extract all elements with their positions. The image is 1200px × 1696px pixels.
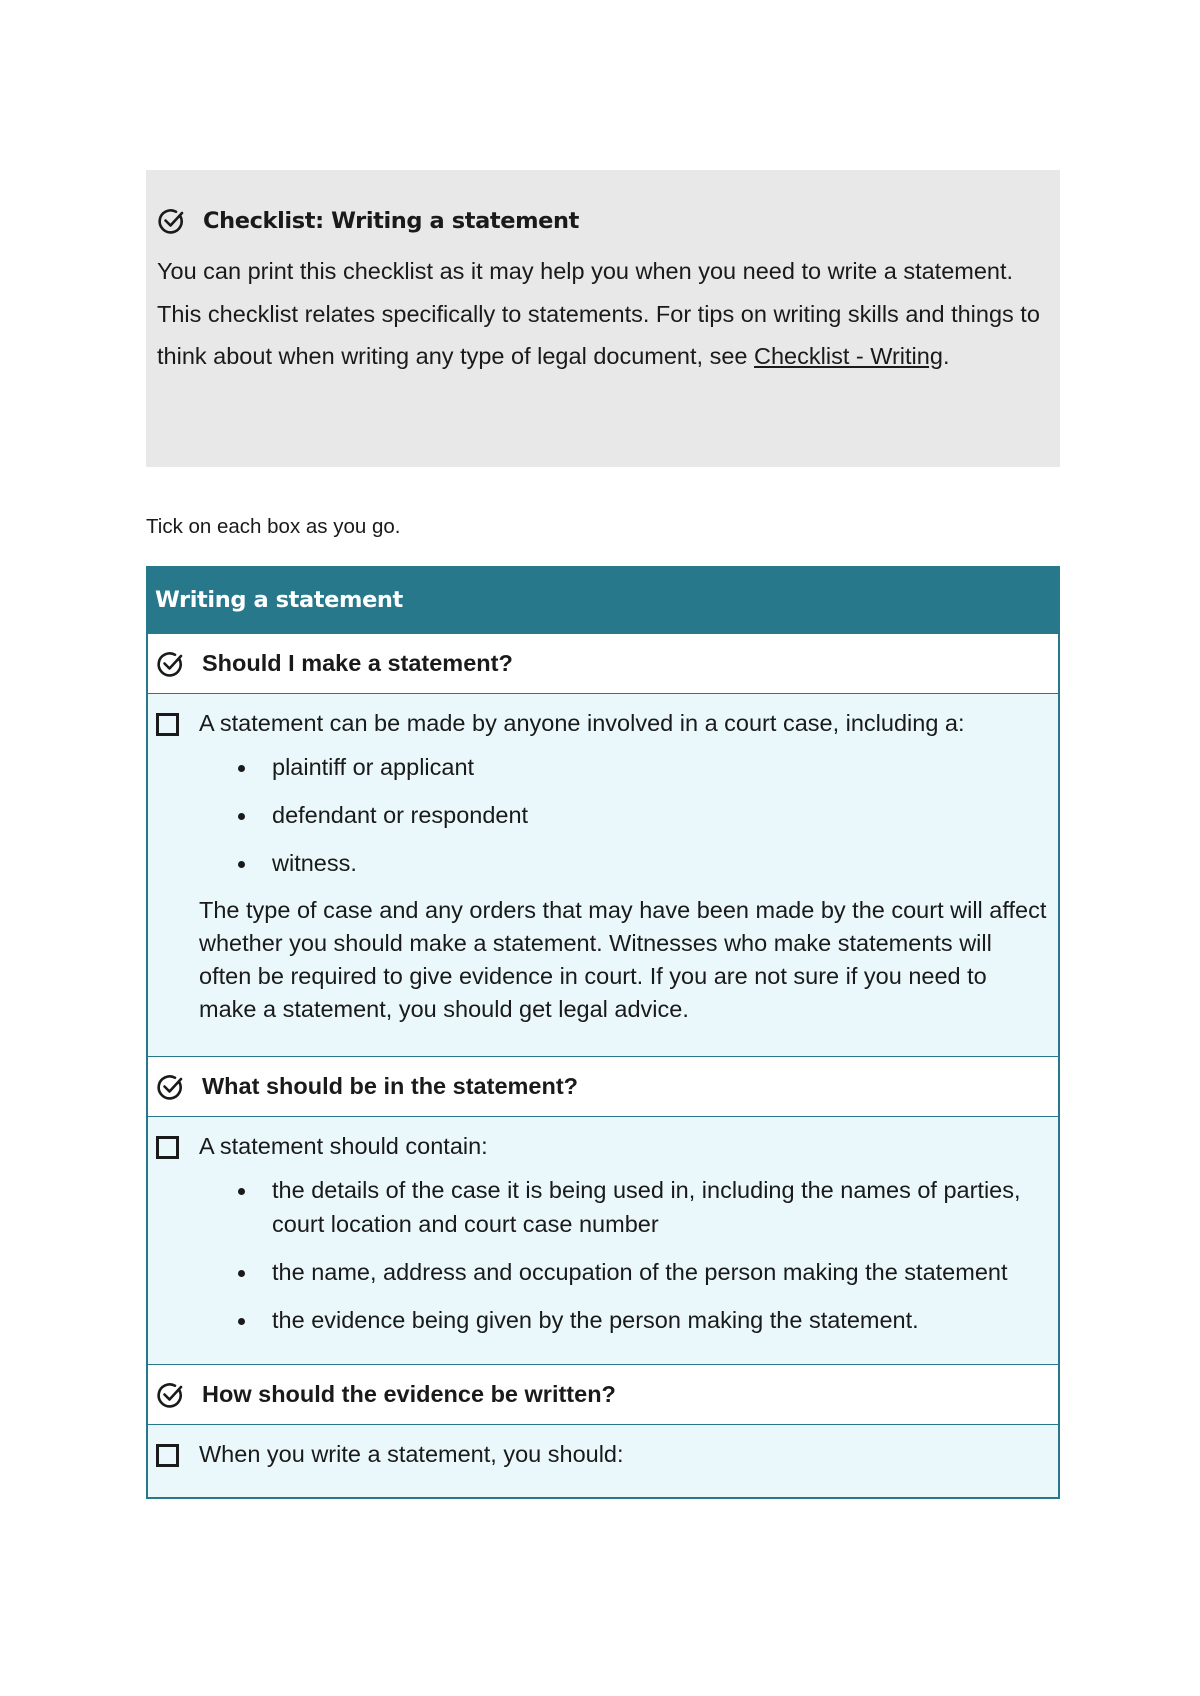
intro-title: Checklist: Writing a statement [203,208,579,234]
answer-content [199,708,1050,1036]
question-text: Should I make a statement? [202,650,513,676]
intro-text [157,250,1049,378]
list-item: the evidence being given by the person making the statement. [272,1303,1050,1337]
answer-row [148,1425,1058,1497]
list-item: the details of the case it is being used in, including the names of parties, court location and court case number [272,1173,1050,1241]
check-circle-icon [156,650,184,678]
checklist-table [146,566,1060,1499]
tick-checkbox[interactable] [156,713,179,736]
question-row [148,1365,1058,1425]
check-circle-icon [156,1381,184,1409]
list-item: the name, address and occupation of the person making the statement [272,1255,1050,1289]
intro-heading [157,206,1049,236]
answer-lead: A statement can be made by anyone involved in a court case, including a: [199,710,965,736]
answer-row [148,1117,1058,1365]
check-circle-icon [157,207,185,235]
checklist-writing-link[interactable]: Checklist - Writing [754,343,943,369]
question-row [148,634,1058,694]
answer-lead: When you write a statement, you should: [199,1441,624,1467]
tick-checkbox[interactable] [156,1444,179,1467]
answer-content [199,1439,1050,1477]
list-item: witness. [272,846,1050,880]
list-item: plaintiff or applicant [272,750,1050,784]
page [146,170,1060,1499]
bullet-list [199,1173,1050,1337]
intro-callout [146,170,1060,467]
question-text: What should be in the statement? [202,1073,579,1099]
answer-row [148,694,1058,1057]
tick-checkbox[interactable] [156,1136,179,1159]
intro-text-end: . [942,343,950,369]
answer-paragraph: The type of case and any orders that may have been made by the court will affect whether you should make a statement. Witnesses who make statements will often be required to give evidence in court. If you are not sure if you need to make a statement, you should get legal advice. [199,897,1047,1022]
answer-content [199,1131,1050,1344]
answer-lead: A statement should contain: [199,1133,488,1159]
check-circle-icon [156,1073,184,1101]
intro-text-body: You can print this checklist as it may help you when you need to write a statement. This checklist relates specifically to statements. For tips on writing skills and things to think about when writing any type of legal document, see [157,258,1040,369]
list-item: defendant or respondent [272,798,1050,832]
table-header: Writing a statement [146,566,1060,634]
instruction-text: Tick on each box as you go. [146,515,401,538]
bullet-list [199,750,1050,880]
question-row [148,1057,1058,1117]
question-text: How should the evidence be written? [202,1381,616,1407]
